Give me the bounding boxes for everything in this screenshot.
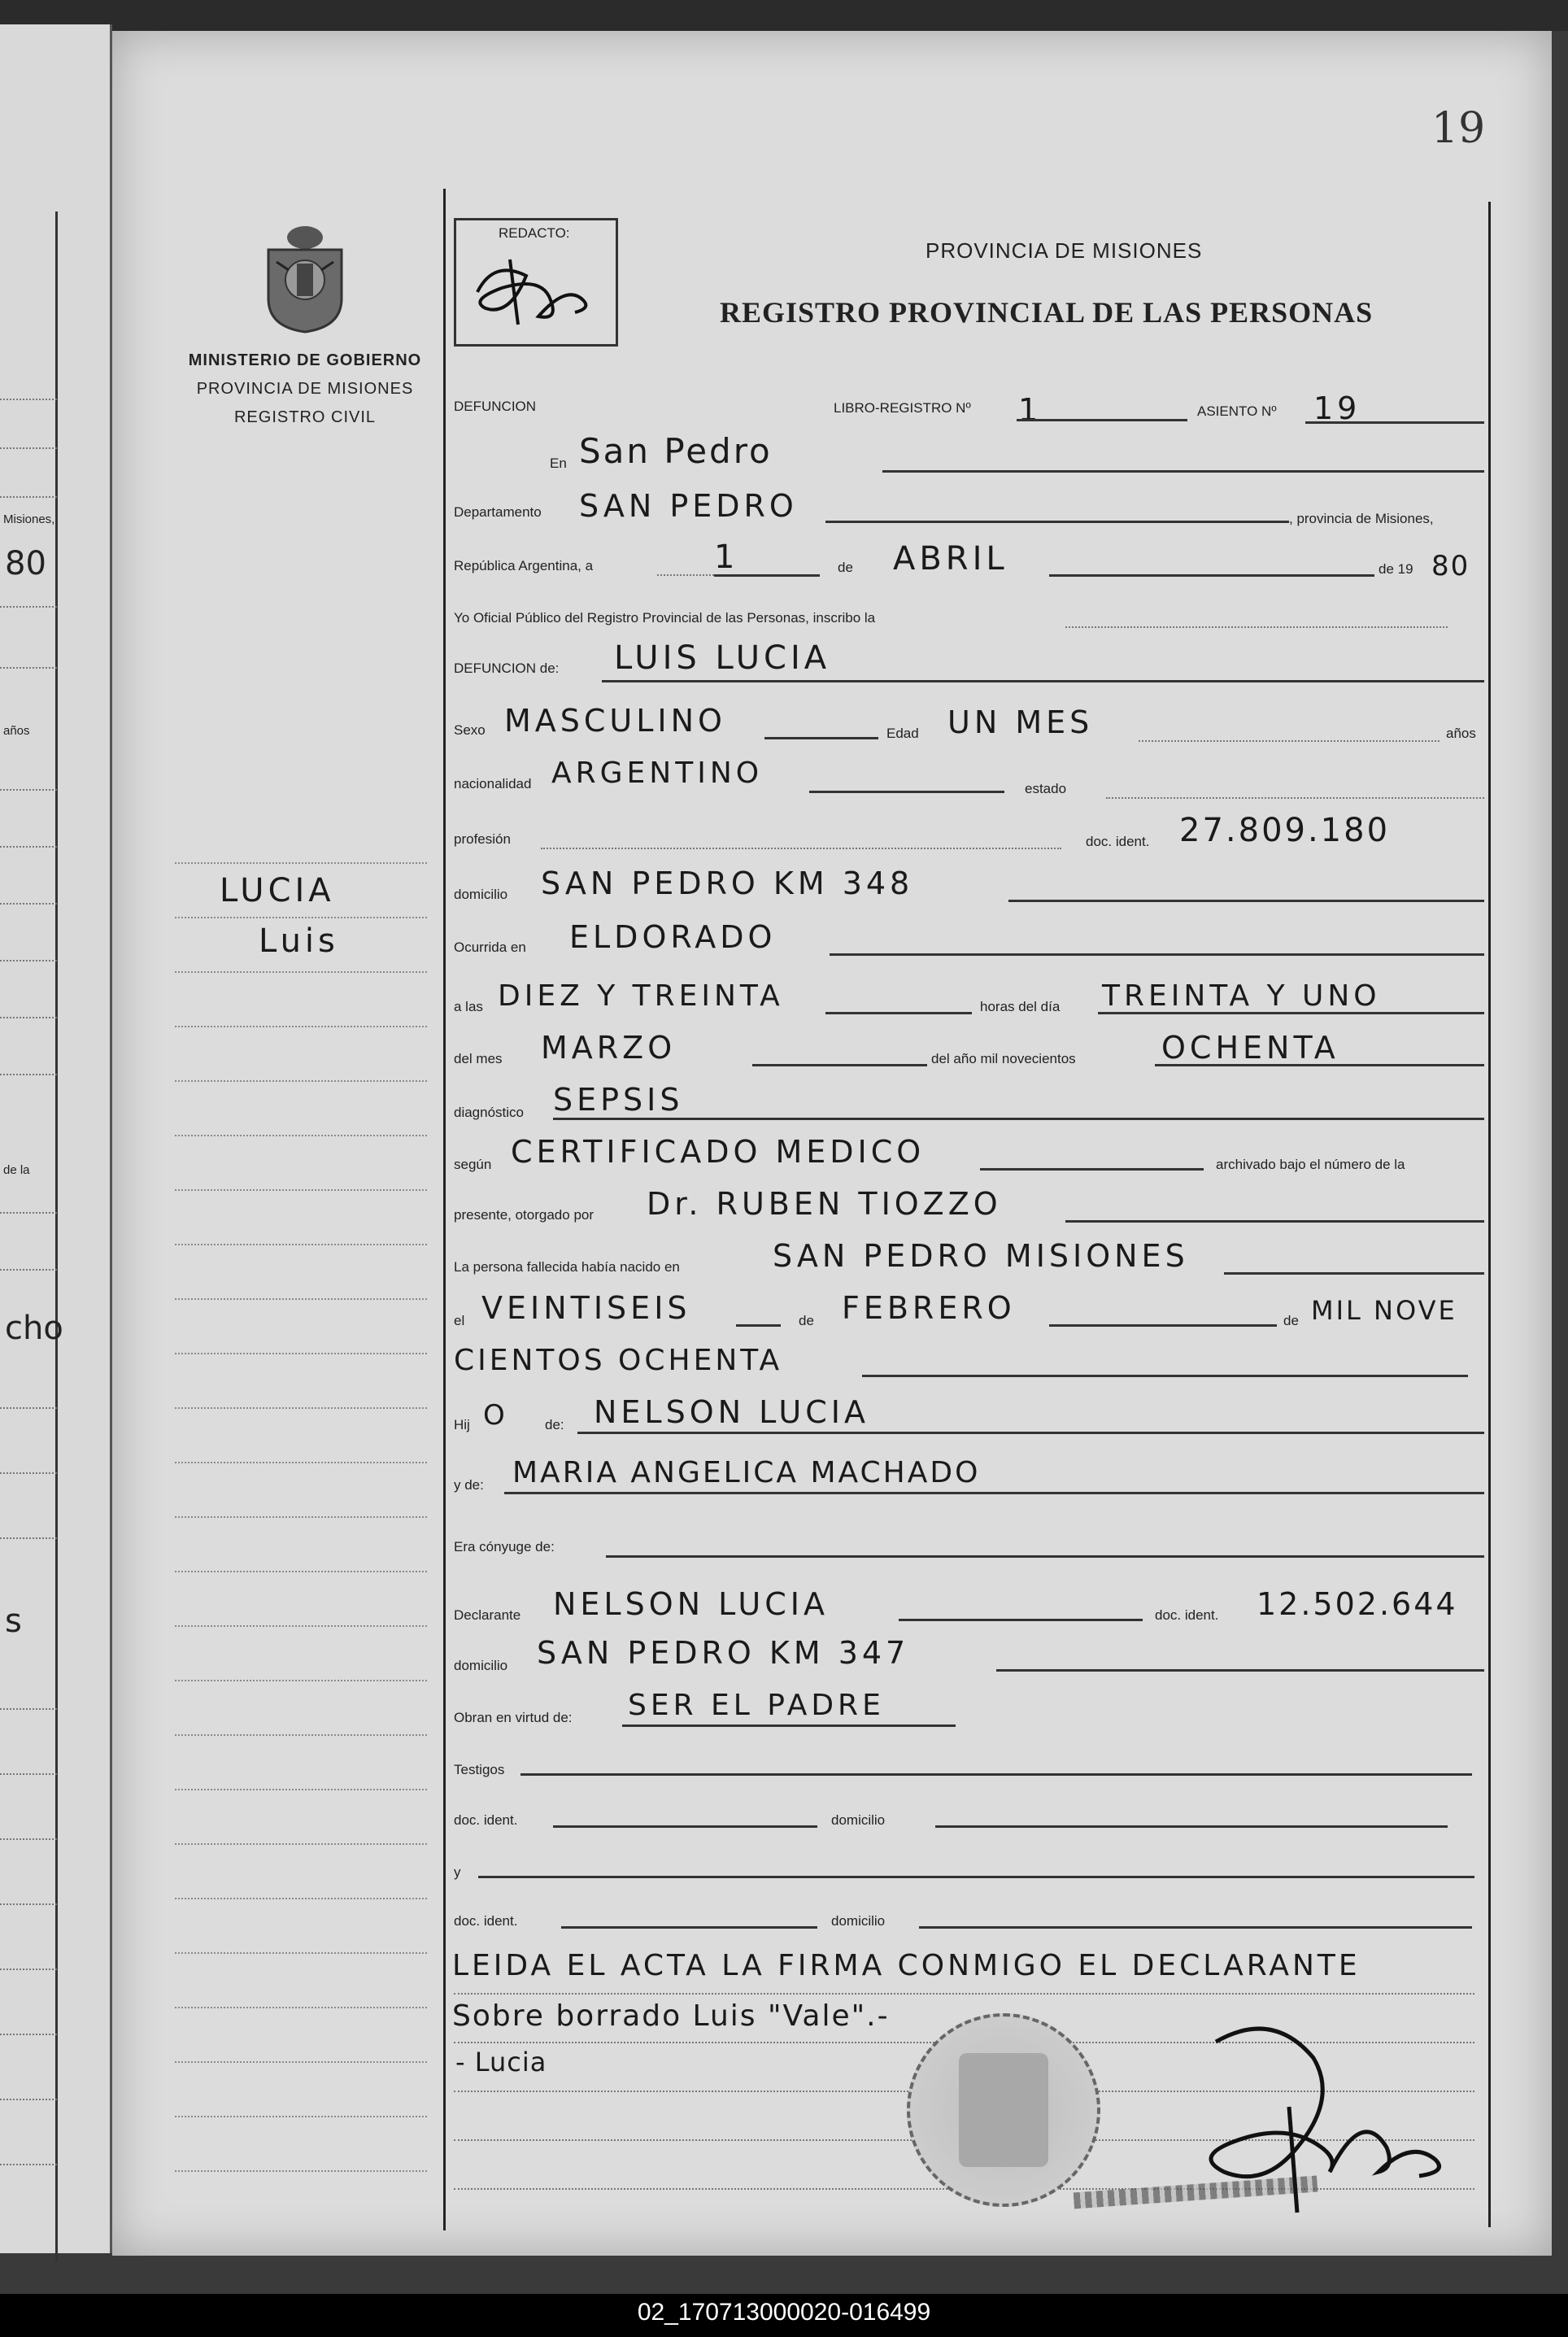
- left-rule: [0, 1838, 57, 1840]
- dia-value: 1: [714, 538, 739, 576]
- margin-rule: [175, 1353, 427, 1354]
- el-label: el: [454, 1313, 465, 1328]
- doc-ident3-label: doc. ident.: [454, 1812, 518, 1828]
- doc-ident-value: 27.809.180: [1179, 812, 1391, 849]
- ocurrida-label: Ocurrida en: [454, 940, 526, 955]
- margin-rule: [175, 971, 427, 973]
- domicilio-rule: [1008, 900, 1484, 902]
- doc-ident-label: doc. ident.: [1086, 834, 1150, 849]
- en-label: En: [550, 456, 567, 471]
- republica-label: República Argentina, a: [454, 558, 594, 573]
- margin-rule: [175, 1789, 427, 1790]
- left-rule: [0, 447, 57, 449]
- margin-rule: [175, 2007, 427, 2008]
- margin-rule: [175, 1898, 427, 1899]
- y-label: y: [454, 1864, 461, 1880]
- mes-rule: [1049, 574, 1374, 577]
- a-las-label: a las: [454, 999, 483, 1014]
- doc-ident2-label: doc. ident.: [1155, 1607, 1219, 1623]
- margin-rule: [175, 917, 427, 918]
- conyuge-label: Era cónyuge de:: [454, 1539, 555, 1554]
- left-rule: [0, 1074, 57, 1075]
- left-rule: [0, 1708, 57, 1710]
- de19-label: de 19: [1379, 561, 1413, 577]
- left-rule: [0, 1017, 57, 1018]
- left-rule: [0, 496, 57, 498]
- page-number: 19: [1431, 104, 1486, 153]
- left-rule: [0, 846, 57, 848]
- yo-oficial-label: Yo Oficial Público del Registro Provincial de las Personas, inscribo la: [454, 610, 876, 626]
- left-rule: [0, 903, 57, 905]
- defuncion-de-value: LUIS LUCIA: [614, 639, 831, 677]
- short-signature: - Lucia: [455, 2047, 547, 2078]
- defuncion-label: DEFUNCION: [454, 399, 537, 414]
- horas-value: TREINTA Y UNO: [1102, 979, 1381, 1013]
- dia-dots: [657, 574, 714, 576]
- presente-rule: [1065, 1220, 1484, 1223]
- sobre-borrado-note: Sobre borrado Luis "Vale".-: [452, 1999, 890, 2033]
- madre-value: MARIA ANGELICA MACHADO: [512, 1456, 981, 1489]
- horas-rule: [1098, 1012, 1484, 1014]
- left-rule: [0, 667, 57, 669]
- margin-rule: [175, 1734, 427, 1736]
- anio-value: 80: [1431, 550, 1470, 582]
- obran-label: Obran en virtud de:: [454, 1710, 573, 1725]
- margin-rule: [175, 1516, 427, 1518]
- domicilio2-value: SAN PEDRO KM 347: [537, 1635, 910, 1671]
- registry-title: REGISTRO PROVINCIAL DE LAS PERSONAS: [720, 296, 1374, 329]
- left-rule: [0, 1269, 57, 1271]
- registrar-signature: [1175, 2009, 1468, 2221]
- departamento-value: SAN PEDRO: [579, 488, 798, 524]
- del-mes-label: del mes: [454, 1051, 503, 1066]
- ministry-province: PROVINCIA DE MISIONES: [196, 380, 414, 398]
- domicilio2-rule: [996, 1669, 1484, 1672]
- leida-statement: LEIDA EL ACTA LA FIRMA CONMIGO EL DECLARANTE: [452, 1949, 1361, 1982]
- obran-value: SER EL PADRE: [628, 1689, 885, 1722]
- segun-label: según: [454, 1157, 492, 1172]
- declarante-rule: [899, 1619, 1143, 1621]
- libro-rule: [1017, 419, 1187, 421]
- official-seal: [907, 2013, 1100, 2207]
- top-shadow: [0, 0, 1568, 31]
- left-fragment: de la: [3, 1163, 30, 1177]
- nacido-rule: [1224, 1272, 1484, 1275]
- a-las-rule: [825, 1012, 972, 1014]
- presente-value: Dr. RUBEN TIOZZO: [647, 1186, 1002, 1222]
- nacionalidad-value: ARGENTINO: [551, 756, 764, 790]
- seal-emblem: [959, 2053, 1048, 2167]
- doc-ident4-rule: [561, 1926, 817, 1929]
- el-rule: [736, 1324, 781, 1327]
- defuncion-de-rule: [602, 680, 1484, 682]
- margin-rule: [175, 1298, 427, 1300]
- edad-dots: [1139, 740, 1440, 742]
- asiento-rule: [1305, 421, 1484, 424]
- mes-value: ABRIL: [893, 540, 1008, 578]
- ocurrida-rule: [830, 953, 1484, 956]
- testigos-rule: [520, 1773, 1472, 1776]
- ministry-block: [175, 351, 435, 427]
- ocurrida-value: ELDORADO: [569, 919, 777, 955]
- y-de-label: y de:: [454, 1477, 484, 1493]
- margin-rule: [175, 1843, 427, 1845]
- left-rule: [0, 606, 57, 608]
- obran-rule: [622, 1724, 956, 1727]
- margin-rule: [175, 1625, 427, 1627]
- mes2-rule: [1049, 1324, 1277, 1327]
- estado-label: estado: [1025, 781, 1067, 796]
- padre-value: NELSON LUCIA: [594, 1394, 869, 1430]
- margin-rule: [175, 1026, 427, 1027]
- margin-rule: [175, 2061, 427, 2063]
- domicilio3-label: domicilio: [831, 1812, 886, 1828]
- left-fragment: años: [3, 724, 30, 738]
- margin-rule: [175, 1407, 427, 1409]
- margin-rule: [175, 1080, 427, 1082]
- domicilio4-label: domicilio: [831, 1913, 886, 1929]
- hij-label: Hij: [454, 1417, 470, 1432]
- margin-rule: [175, 2170, 427, 2172]
- left-rule: [0, 1969, 57, 1970]
- left-handwriting: s: [5, 1602, 22, 1640]
- en-rule: [882, 470, 1484, 473]
- libro-label: LIBRO-REGISTRO Nº: [834, 400, 971, 416]
- cientos-rule: [862, 1375, 1468, 1377]
- left-handwriting: 80: [5, 545, 46, 582]
- edad-label: Edad: [886, 726, 919, 741]
- de-mil-value: MIL NOVE: [1311, 1295, 1457, 1326]
- de2-label: de: [799, 1313, 814, 1328]
- nacionalidad-label: nacionalidad: [454, 776, 532, 791]
- margin-rule: [175, 1189, 427, 1191]
- left-page-edge: [0, 24, 112, 2253]
- left-rule: [0, 960, 57, 961]
- defuncion-de-label: DEFUNCION de:: [454, 661, 560, 676]
- province-header: PROVINCIA DE MISIONES: [926, 238, 1203, 263]
- anios-label: años: [1446, 726, 1476, 741]
- diagnostico-value: SEPSIS: [553, 1082, 684, 1118]
- left-rule: [0, 399, 57, 400]
- left-rule: [0, 1903, 57, 1905]
- del-mes-rule: [752, 1064, 927, 1066]
- redacto-signature: [461, 243, 608, 337]
- asiento-value: 19: [1313, 390, 1361, 426]
- departamento-label: Departamento: [454, 504, 542, 520]
- domicilio-label: domicilio: [454, 887, 508, 902]
- margin-rule: [175, 2116, 427, 2117]
- dia-rule: [714, 574, 820, 577]
- testigos-label: Testigos: [454, 1762, 505, 1777]
- nacido-value: SAN PEDRO MISIONES: [773, 1238, 1189, 1274]
- domicilio2-label: domicilio: [454, 1658, 508, 1673]
- cientos-value: CIENTOS OCHENTA: [454, 1344, 783, 1377]
- presente-label: presente, otorgado por: [454, 1207, 595, 1223]
- segun-rule: [980, 1168, 1204, 1171]
- nacido-label: La persona fallecida había nacido en: [454, 1259, 680, 1275]
- margin-rule: [175, 1571, 427, 1572]
- del-anio-value: OCHENTA: [1161, 1030, 1339, 1066]
- left-rule: [0, 2034, 57, 2035]
- left-rule: [0, 1537, 57, 1539]
- domicilio-value: SAN PEDRO KM 348: [541, 865, 914, 901]
- departamento-rule: [825, 521, 1289, 523]
- diagnostico-label: diagnóstico: [454, 1105, 525, 1120]
- domicilio3-rule: [935, 1825, 1448, 1828]
- image-caption: 02_170713000020-016499: [637, 2299, 931, 2326]
- margin-rule: [175, 1680, 427, 1681]
- margin-note-given: Luis: [259, 922, 339, 960]
- declarante-label: Declarante: [454, 1607, 521, 1623]
- ministry-registry: REGISTRO CIVIL: [233, 408, 377, 426]
- closing-rule-1: [454, 1993, 1474, 1995]
- segun-value: CERTIFICADO MEDICO: [511, 1134, 926, 1170]
- horas-label: horas del día: [980, 999, 1061, 1014]
- nacionalidad-rule-2: [809, 791, 1004, 793]
- left-fragment: Misiones,: [3, 512, 55, 526]
- del-mes-value: MARZO: [541, 1030, 677, 1066]
- doc-ident3-rule: [553, 1825, 817, 1828]
- declarante-value: NELSON LUCIA: [553, 1586, 829, 1622]
- left-page-margin-line: [55, 211, 58, 2261]
- a-las-value: DIEZ Y TREINTA: [498, 979, 784, 1013]
- margin-note-surname: LUCIA: [220, 872, 335, 909]
- left-rule: [0, 2099, 57, 2100]
- left-rule: [0, 1773, 57, 1775]
- profesion-dots: [541, 848, 1061, 849]
- left-rule: [0, 1212, 57, 1214]
- y-rule: [478, 1876, 1474, 1878]
- doc-ident4-label: doc. ident.: [454, 1913, 518, 1929]
- sexo-label: Sexo: [454, 722, 486, 738]
- estado-dots: [1106, 797, 1484, 799]
- libro-value: 1: [1018, 392, 1043, 428]
- diagnostico-rule: [553, 1118, 1484, 1120]
- margin-rule: [175, 1952, 427, 1954]
- redacto-label: REDACTO:: [499, 225, 570, 241]
- en-value: San Pedro: [579, 431, 773, 471]
- del-anio-label: del año mil novecientos: [931, 1051, 1076, 1066]
- archivado-label: archivado bajo el número de la: [1216, 1157, 1405, 1172]
- profesion-label: profesión: [454, 831, 511, 847]
- redacto-box: [454, 218, 618, 347]
- margin-rule: [175, 1135, 427, 1136]
- margin-rule: [175, 1462, 427, 1463]
- asiento-label: ASIENTO Nº: [1197, 403, 1277, 419]
- left-rule: [0, 2164, 57, 2165]
- margin-rule: [175, 862, 427, 864]
- madre-rule: [504, 1492, 1484, 1494]
- sexo-rule: [764, 737, 878, 739]
- form-left-border: [443, 189, 446, 2230]
- del-anio-rule: [1155, 1064, 1484, 1066]
- mes2-value: FEBRERO: [842, 1290, 1016, 1326]
- sexo-value: MASCULINO: [504, 703, 726, 739]
- provincia-label: , provincia de Misiones,: [1289, 511, 1434, 526]
- hij-value: O: [483, 1399, 509, 1432]
- form-right-border: [1488, 202, 1491, 2227]
- conyuge-rule: [606, 1555, 1484, 1558]
- left-rule: [0, 789, 57, 791]
- doc-ident2-value: 12.502.644: [1257, 1586, 1458, 1622]
- edad-value: UN MES: [947, 704, 1094, 740]
- de3-label: de:: [545, 1417, 564, 1432]
- left-rule: [0, 1407, 57, 1409]
- yo-oficial-dots: [1065, 626, 1448, 628]
- ministry-name: MINISTERIO DE GOBIERNO: [188, 351, 422, 369]
- margin-rule: [175, 1244, 427, 1245]
- domicilio4-rule: [919, 1926, 1472, 1929]
- de-mil-label: de: [1283, 1313, 1299, 1328]
- padre-rule: [577, 1432, 1484, 1434]
- coat-of-arms-icon: [260, 221, 350, 334]
- left-handwriting: cho: [5, 1310, 63, 1347]
- left-rule: [0, 1472, 57, 1474]
- de-label: de: [838, 560, 853, 575]
- el-value: VEINTISEIS: [481, 1290, 691, 1326]
